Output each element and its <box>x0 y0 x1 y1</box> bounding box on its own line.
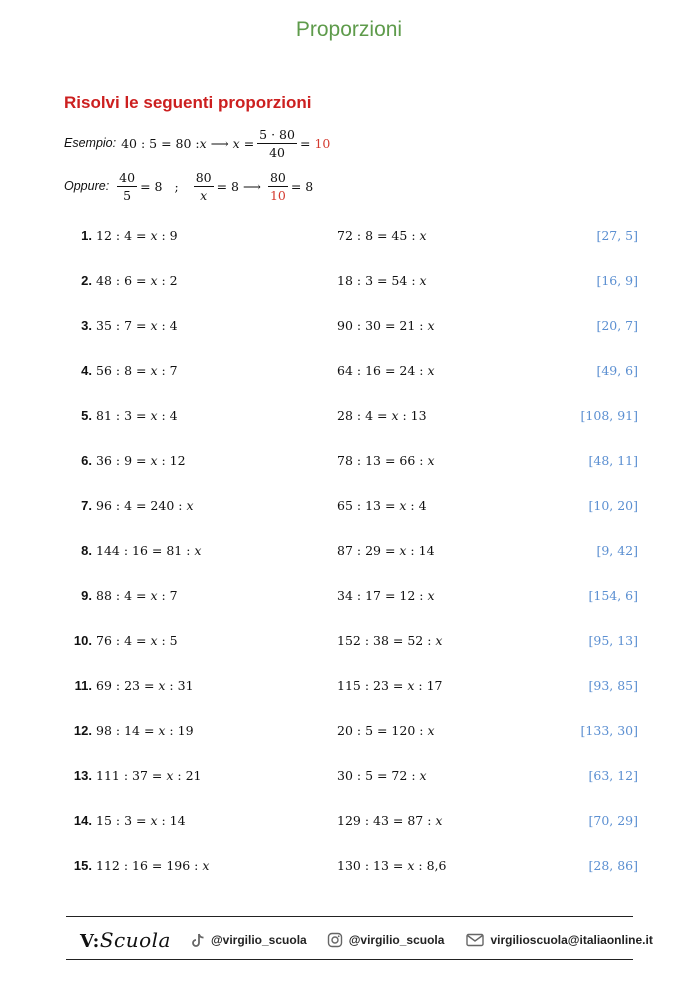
mail-icon <box>466 933 484 947</box>
solution: [20, 7] <box>596 318 638 333</box>
exercise-number: 1. <box>81 228 92 243</box>
math-text: : 4 <box>157 318 178 333</box>
variable-x: x <box>166 768 174 783</box>
math-text: 69 : 23 = <box>96 678 159 693</box>
exercise-number: 14. <box>73 813 92 828</box>
math-text: 30 : 5 = 72 : <box>337 768 420 783</box>
variable-x: x <box>419 273 427 288</box>
exercise-row <box>0 406 698 426</box>
tiktok-text: @virgilio_scuola <box>210 933 307 947</box>
variable-x: x <box>419 768 427 783</box>
oppure-fraction-2 <box>194 170 214 203</box>
proportion-right <box>337 408 427 423</box>
variable-x: x <box>186 498 194 513</box>
proportion-left <box>96 813 186 828</box>
page-title: Proporzioni <box>295 18 403 41</box>
oppure-equals-8-b: = 8 <box>216 178 240 194</box>
exercise-number: 3. <box>81 318 92 333</box>
math-text: : 9 <box>157 228 178 243</box>
oppure-fraction-1 <box>117 170 137 203</box>
exercise-number: 13. <box>73 768 92 783</box>
variable-x: x <box>399 498 407 513</box>
oppure-label: Oppure: <box>64 179 110 193</box>
proportion-right <box>337 858 446 873</box>
math-text: 129 : 43 = 87 : <box>337 813 436 828</box>
variable-x: x <box>150 408 158 423</box>
instagram-text: @virgilio_scuola <box>348 933 445 947</box>
exercise-row <box>0 856 698 876</box>
proportion-left <box>96 723 194 738</box>
math-text: 65 : 13 = <box>337 498 400 513</box>
math-text: 18 : 3 = 54 : <box>337 273 420 288</box>
proportion-right <box>337 543 435 558</box>
math-text: : 7 <box>157 363 178 378</box>
math-text: 111 : 37 = <box>96 768 167 783</box>
solution: [10, 20] <box>588 498 638 513</box>
proportion-right <box>337 723 435 738</box>
math-text: 34 : 17 = 12 : <box>337 588 428 603</box>
math-text: 48 : 6 = <box>96 273 151 288</box>
proportion-left <box>96 273 178 288</box>
example-label: Esempio: <box>64 136 117 150</box>
math-text: 36 : 9 = <box>96 453 151 468</box>
proportion-left <box>96 363 178 378</box>
oppure-equals-8-c: = 8 <box>290 178 314 194</box>
proportion-right <box>337 588 435 603</box>
proportion-right <box>337 633 442 648</box>
proportion-left <box>96 768 201 783</box>
oppure-equals-8: = 8 <box>140 178 163 194</box>
proportion-right <box>337 453 435 468</box>
exercise-number: 2. <box>81 273 92 288</box>
exercise-number: 5. <box>81 408 92 423</box>
variable-x: x <box>407 678 415 693</box>
exercise-row <box>0 271 698 291</box>
exercise-heading: Risolvi le seguenti proporzioni <box>64 93 312 112</box>
exercise-number: 6. <box>81 453 92 468</box>
solution: [70, 29] <box>588 813 638 828</box>
proportion-left <box>96 318 178 333</box>
math-text: 88 : 4 = <box>96 588 151 603</box>
oppure-arrow: ⟶ <box>243 178 261 194</box>
exercise-number: 4. <box>81 363 92 378</box>
math-text: 78 : 13 = 66 : <box>337 453 428 468</box>
proportion-right <box>337 273 427 288</box>
oppure-separator: ; <box>174 178 179 194</box>
variable-x: x <box>150 633 158 648</box>
solution: [28, 86] <box>588 858 638 873</box>
proportion-left <box>96 408 178 423</box>
variable-x: x <box>391 408 399 423</box>
example-lhs: 40 : 5 = 80 : <box>121 135 200 151</box>
math-text: 12 : 4 = <box>96 228 151 243</box>
math-text: 96 : 4 = 240 : <box>96 498 187 513</box>
example-var: x <box>199 135 207 151</box>
example-equals: = <box>243 135 255 151</box>
exercise-number: 9. <box>81 588 92 603</box>
exercise-row <box>0 676 698 696</box>
math-text: : 31 <box>165 678 194 693</box>
proportion-right <box>337 318 435 333</box>
solution: [48, 11] <box>588 453 638 468</box>
variable-x: x <box>150 453 158 468</box>
frac-den: x <box>200 187 208 203</box>
exercise-number: 11. <box>74 678 92 693</box>
math-text: 90 : 30 = 21 : <box>337 318 428 333</box>
solution: [154, 6] <box>588 588 638 603</box>
exercise-number: 12. <box>73 723 92 738</box>
exercise-number: 7. <box>81 498 92 513</box>
tiktok-handle[interactable] <box>191 933 307 948</box>
solution: [49, 6] <box>596 363 638 378</box>
variable-x: x <box>419 228 427 243</box>
instagram-handle[interactable] <box>327 932 445 948</box>
email-contact[interactable] <box>466 933 652 947</box>
math-text: 15 : 3 = <box>96 813 151 828</box>
exercise-row <box>0 541 698 561</box>
proportion-left <box>96 678 194 693</box>
tiktok-icon <box>191 933 205 948</box>
math-text: : 13 <box>398 408 427 423</box>
math-text: 115 : 23 = <box>337 678 408 693</box>
math-text: : 19 <box>165 723 194 738</box>
solution: [9, 42] <box>596 543 638 558</box>
variable-x: x <box>399 543 407 558</box>
solution: [133, 30] <box>580 723 638 738</box>
variable-x: x <box>150 318 158 333</box>
oppure-fraction-3 <box>268 170 288 203</box>
variable-x: x <box>158 723 166 738</box>
exercise-row <box>0 316 698 336</box>
example-result: 10 <box>314 135 331 151</box>
math-text: 152 : 38 = 52 : <box>337 633 436 648</box>
exercise-row <box>0 226 698 246</box>
logo-script: Scuola <box>99 928 171 952</box>
math-text: : 7 <box>157 588 178 603</box>
example-line <box>64 128 330 158</box>
proportion-left <box>96 498 194 513</box>
variable-x: x <box>427 363 435 378</box>
math-text: : 12 <box>157 453 186 468</box>
proportion-left <box>96 588 178 603</box>
variable-x: x <box>427 588 435 603</box>
proportion-right <box>337 813 442 828</box>
exercise-number: 8. <box>81 543 92 558</box>
exercise-number: 15. <box>73 858 92 873</box>
footer-top-rule <box>66 916 633 917</box>
solution: [108, 91] <box>580 408 638 423</box>
variable-x: x <box>150 228 158 243</box>
proportion-left <box>96 453 186 468</box>
variable-x: x <box>150 273 158 288</box>
example-frac-num: 5 · 80 <box>259 126 295 142</box>
email-text: virgilioscuola@italiaonline.it <box>490 933 653 947</box>
variable-x: x <box>158 678 166 693</box>
variable-x: x <box>435 813 443 828</box>
variable-x: x <box>407 858 415 873</box>
variable-x: x <box>150 813 158 828</box>
proportion-right <box>337 363 435 378</box>
exercise-row <box>0 496 698 516</box>
frac-num: 40 <box>119 169 136 185</box>
math-text: 130 : 13 = <box>337 858 408 873</box>
instagram-icon <box>327 932 343 948</box>
math-text: : 21 <box>173 768 202 783</box>
exercise-row <box>0 586 698 606</box>
example-fraction <box>257 127 297 160</box>
math-text: : 5 <box>157 633 178 648</box>
math-text: 35 : 7 = <box>96 318 151 333</box>
proportion-left <box>96 543 201 558</box>
exercise-number: 10. <box>73 633 92 648</box>
math-text: 56 : 8 = <box>96 363 151 378</box>
proportion-right <box>337 498 427 513</box>
solution: [16, 9] <box>596 273 638 288</box>
variable-x: x <box>150 588 158 603</box>
frac-den: 5 <box>123 187 132 203</box>
math-text: : 17 <box>414 678 443 693</box>
footer-bottom-rule <box>66 959 633 960</box>
variable-x: x <box>427 318 435 333</box>
exercise-row <box>0 631 698 651</box>
math-text: 76 : 4 = <box>96 633 151 648</box>
exercise-row <box>0 451 698 471</box>
proportion-right <box>337 768 427 783</box>
variable-x: x <box>194 543 202 558</box>
proportion-right <box>337 228 427 243</box>
proportion-left <box>96 228 178 243</box>
proportion-left <box>96 858 209 873</box>
math-text: 87 : 29 = <box>337 543 400 558</box>
solution: [63, 12] <box>588 768 638 783</box>
math-text: : 14 <box>406 543 435 558</box>
math-text: 144 : 16 = 81 : <box>96 543 195 558</box>
math-text: 112 : 16 = 196 : <box>96 858 203 873</box>
exercise-row <box>0 811 698 831</box>
math-text: 98 : 14 = <box>96 723 159 738</box>
solution: [27, 5] <box>596 228 638 243</box>
variable-x: x <box>202 858 210 873</box>
frac-den: 10 <box>269 187 286 203</box>
variable-x: x <box>427 723 435 738</box>
variable-x: x <box>150 363 158 378</box>
math-text: 81 : 3 = <box>96 408 151 423</box>
math-text: : 2 <box>157 273 178 288</box>
variable-x: x <box>427 453 435 468</box>
math-text: 72 : 8 = 45 : <box>337 228 420 243</box>
example-var-2: x <box>232 135 240 151</box>
frac-num: 80 <box>269 169 286 185</box>
footer <box>66 925 653 955</box>
math-text: 28 : 4 = <box>337 408 392 423</box>
math-text: 64 : 16 = 24 : <box>337 363 428 378</box>
example-frac-den: 40 <box>269 144 286 160</box>
exercise-row <box>0 766 698 786</box>
frac-num: 80 <box>195 169 212 185</box>
math-text: : 4 <box>406 498 427 513</box>
exercise-row <box>0 721 698 741</box>
math-text: : 14 <box>157 813 186 828</box>
math-text: 20 : 5 = 120 : <box>337 723 428 738</box>
exercise-row <box>0 361 698 381</box>
alternative-line <box>64 168 313 204</box>
math-text: : 4 <box>157 408 178 423</box>
logo-v: V: <box>80 931 100 952</box>
math-text: : 8,6 <box>414 858 447 873</box>
solution: [95, 13] <box>588 633 638 648</box>
solution: [93, 85] <box>588 678 638 693</box>
example-equals-2: = <box>299 135 311 151</box>
proportion-right <box>337 678 442 693</box>
variable-x: x <box>435 633 443 648</box>
virgilio-scuola-logo <box>80 928 171 952</box>
proportion-left <box>96 633 178 648</box>
example-arrow: ⟶ <box>210 135 229 151</box>
